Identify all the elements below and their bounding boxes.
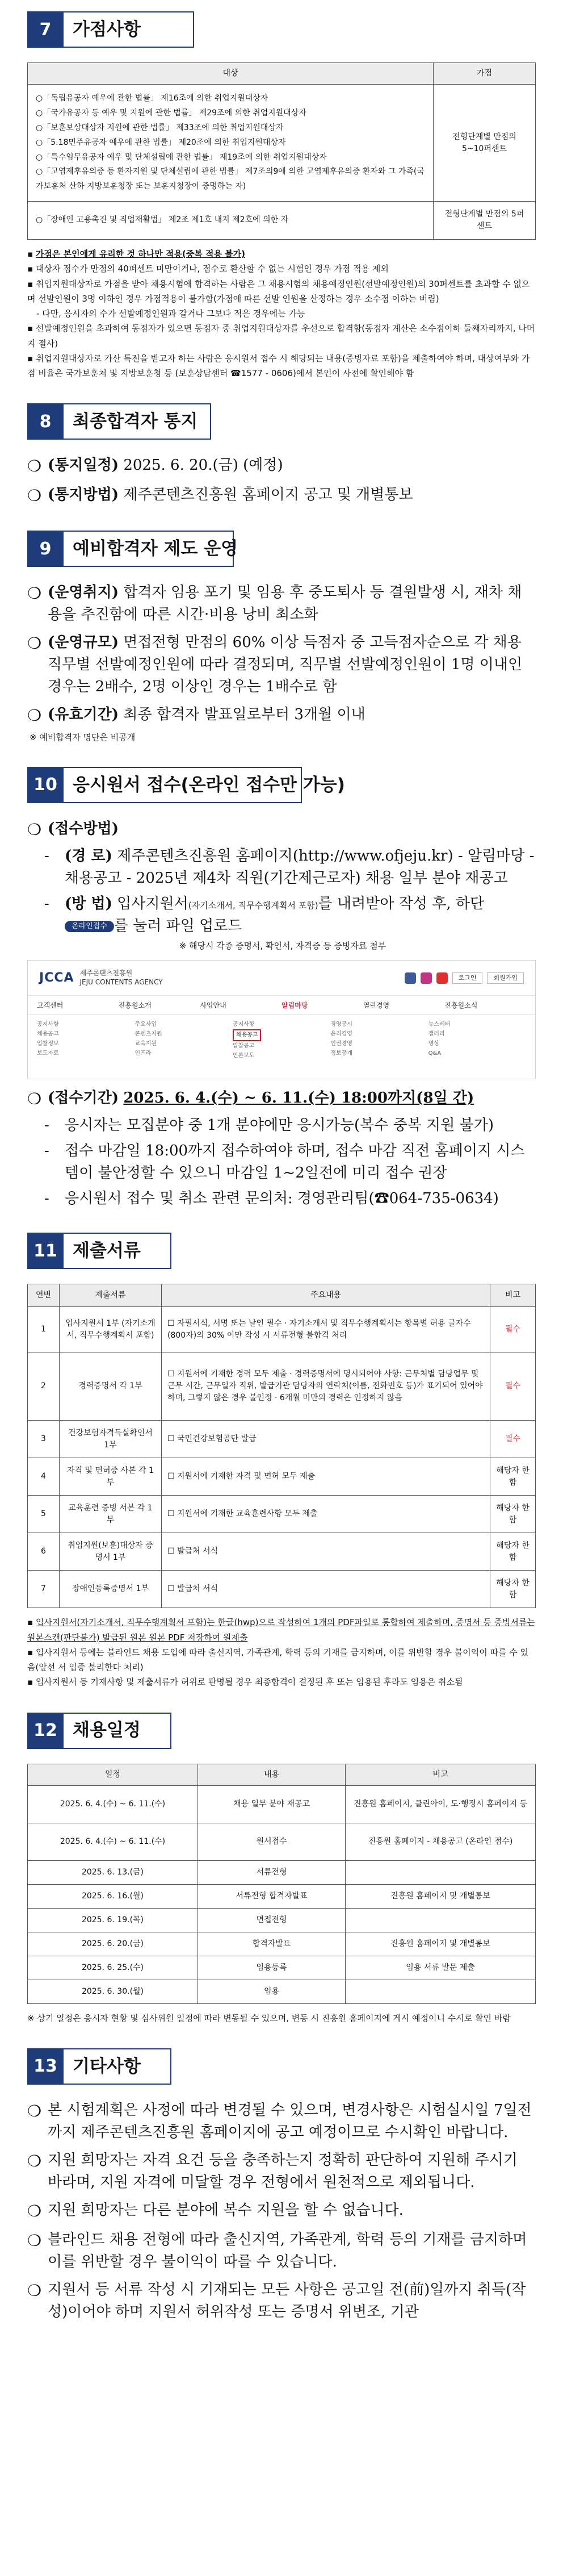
- website-screenshot: [27, 960, 536, 1079]
- page: [0, 11, 563, 2344]
- cell-item: 서류전형 합격자발표: [198, 1884, 346, 1908]
- cell-doc: 입사지원서 1부 (자기소개서, 직무수행계획서 포함): [60, 1307, 162, 1352]
- cell-desc: ☐ 지원서에 기재한 자격 및 면허 모두 제출: [162, 1458, 490, 1496]
- submenu-item[interactable]: 인권경영: [330, 1041, 352, 1047]
- cell-date: 2025. 6. 4.(수) ~ 6. 11.(수): [28, 1823, 198, 1860]
- note-item: ▪ 가점은 본인에게 유리한 것 하나만 적용(중복 적용 불가): [27, 249, 245, 260]
- bullet-item: ❍ (운영취지) 합격자 임용 포기 및 임용 후 중도퇴사 등 결원발생 시, 재차 채용을 추진함에 따른 시간·비용 낭비 최소화: [27, 584, 522, 624]
- cell-note: [346, 1980, 536, 2003]
- table-row: [28, 1496, 536, 1533]
- documents-table: [27, 1284, 536, 1608]
- list-item: ○「특수임무유공자 예우 및 단체설립에 관한 법률」 제19조에 의한 취업지원대상자: [36, 152, 327, 162]
- cell-doc: 경력증명서 각 1부: [60, 1352, 162, 1421]
- cell-note: 해당자 한함: [490, 1533, 536, 1571]
- site-logo: JCCA 제주콘텐츠진흥원 JEJU CONTENTS AGENCY: [39, 969, 163, 986]
- submenu: [28, 1015, 535, 1065]
- cell-item: 합격자발표: [198, 1932, 346, 1956]
- bullet-item: ❍ (유효기간) 최종 합격자 발표일로부터 3개월 이내: [27, 706, 365, 725]
- cell-date: 2025. 6. 16.(월): [28, 1884, 198, 1908]
- cell-doc: 교육훈련 증빙 서본 각 1부: [60, 1496, 162, 1533]
- section-title: 응시원서 접수(온라인 접수만 가능): [64, 767, 302, 803]
- cell-item: 임용: [198, 1980, 346, 2003]
- menu-item-active[interactable]: 알림마당: [282, 1001, 308, 1009]
- bullet-item: ❍ (운영규모) 면접전형 만점의 60% 이상 득점자 중 고득점자순으로 각 채용직무별 선발예정인원에 따라 결정되며, 직무별 선발예정인원이 1명 이내인 경우는 2배수, 2명 이상인 경우는 1배수로 함: [27, 634, 523, 696]
- table-row: [28, 1785, 536, 1823]
- table-row: [28, 1352, 536, 1421]
- note-item: ▪ 입사지원서(자기소개서, 직무수행계획서 포함)는 한글(hwp)으로 작성하여 1개의 PDF파일로 통합하여 제출하며, 증명서 등 증빙서류는 원본스캔(판단불가) 발급된 원본 원본 PDF 저장하여 원제출: [27, 1617, 535, 1643]
- cell-no: 7: [28, 1571, 60, 1608]
- section-number: 10: [27, 767, 64, 803]
- submenu-item[interactable]: 채용공고: [37, 1031, 59, 1038]
- list-item: ○「보훈보상대상자 지원에 관한 법률」 제33조에 의한 취업지원대상자: [36, 123, 284, 132]
- section-title: 채용일정: [64, 1713, 171, 1749]
- cell-no: 3: [28, 1421, 60, 1458]
- cell-no: 6: [28, 1533, 60, 1571]
- submenu-item[interactable]: 입찰공고: [232, 1043, 255, 1050]
- cell-item: 원서접수: [198, 1823, 346, 1860]
- table-row: [28, 1533, 536, 1571]
- table-row: [28, 1932, 536, 1956]
- bullet-item: ❍ 지원서 등 서류 작성 시 기재되는 모든 사항은 공고일 전(前)일까지 취득(작성)이어야 하며 지원서 허위작성 또는 증명서 위변조, 기관: [27, 2281, 526, 2320]
- period-sub: - 응시원서 접수 및 취소 관련 문의처: 경영관리팀(☎064-735-0634): [44, 1190, 499, 1208]
- cell-no: 2: [28, 1352, 60, 1421]
- submenu-item[interactable]: 보도자료: [37, 1050, 59, 1057]
- th-points: 가점: [434, 63, 536, 85]
- cell-item: 면접전형: [198, 1908, 346, 1932]
- submenu-item[interactable]: 인프라: [135, 1050, 152, 1057]
- cell-desc: ☐ 지원서에 기재한 경력 모두 제출 · 경력증명서에 명시되어야 사항: 근무처별 담당업무 및 근무 시간, 근무일자 직위, 발급기관 담당자의 연락처(이름, 전화번호 등)가 표기되어 있어야 하며, 그렇지 않은 경우 불인정 · 6개월 미만의 경력은 인정하지 않음: [162, 1352, 490, 1421]
- table-row: [28, 1956, 536, 1980]
- cell-note: 해당자 한함: [490, 1571, 536, 1608]
- cell-doc: 건강보험자격득실확인서 1부: [60, 1421, 162, 1458]
- table-row: [28, 202, 536, 240]
- table-row: [28, 1307, 536, 1352]
- facebook-icon[interactable]: [405, 972, 416, 984]
- section-title: 기타사항: [64, 2048, 171, 2085]
- submenu-item[interactable]: 언론보도: [232, 1053, 255, 1059]
- th-desc: 주요내용: [162, 1284, 490, 1307]
- cell-date: 2025. 6. 20.(금): [28, 1932, 198, 1956]
- cell-date: 2025. 6. 30.(월): [28, 1980, 198, 2003]
- reserve-note: ※ 예비합격자 명단은 비공개: [30, 732, 136, 743]
- th-note: 비고: [346, 1764, 536, 1785]
- submenu-item[interactable]: Q&A: [428, 1050, 442, 1057]
- note-item: - 다만, 응시자의 수가 선발예정인원과 같거나 그보다 적은 경우에는 가능: [36, 308, 305, 319]
- submenu-item[interactable]: 공지사항: [37, 1021, 59, 1028]
- cell-desc: ☐ 자필서식, 서명 또는 날인 필수 · 자기소개서 및 직무수행계획서는 항목별 허용 글자수(800자)의 30% 이만 작성 시 서류전형 불합격 처리: [162, 1307, 490, 1352]
- site-menu: [28, 996, 535, 1015]
- bullet-item: ❍ (통지일정) 2025. 6. 20.(금) (예정): [27, 457, 283, 476]
- submenu-item[interactable]: 뉴스레터: [428, 1021, 451, 1028]
- section-title: 최종합격자 통지: [64, 403, 211, 440]
- cell-no: 5: [28, 1496, 60, 1533]
- th-doc: 제출서류: [60, 1284, 162, 1307]
- bullet-item: ❍ 지원 희망자는 다른 분야에 복수 지원을 할 수 없습니다.: [27, 2201, 404, 2220]
- section-12-header: [27, 1713, 536, 1749]
- menu-item[interactable]: 사업안내: [200, 1001, 226, 1009]
- cell-doc: 취업지원(보훈)대상자 증명서 1부: [60, 1533, 162, 1571]
- signup-button[interactable]: 회원가입: [487, 972, 524, 984]
- submenu-item[interactable]: 주요사업: [135, 1021, 157, 1028]
- section-13-header: [27, 2048, 536, 2085]
- cell-date: 2025. 6. 19.(목): [28, 1908, 198, 1932]
- section-number: 11: [27, 1233, 64, 1269]
- schedule-table: [27, 1764, 536, 2004]
- list-item: ○「독립유공자 예우에 관한 법률」 제16조에 의한 취업지원대상자: [36, 94, 268, 103]
- bullet-item: ❍ 지원 희망자는 자격 요건 등을 충족하는지 정확히 판단하여 지원해 주시기 바라며, 지원 자격에 미달할 경우 전형에서 원천적으로 제외됩니다.: [27, 2151, 518, 2191]
- submenu-item[interactable]: 입찰정보: [37, 1041, 59, 1047]
- submenu-item[interactable]: 교육지원: [135, 1041, 157, 1047]
- section-title: 제출서류: [64, 1233, 171, 1269]
- cell-no: 1: [28, 1307, 60, 1352]
- target-cell: [28, 85, 434, 202]
- section-number: 7: [27, 11, 64, 48]
- cell-note: 진흥원 홈페이지 및 개별통보: [346, 1932, 536, 1956]
- section-9-header: [27, 531, 536, 567]
- youtube-icon[interactable]: [436, 972, 448, 984]
- th-target: 대상: [28, 63, 434, 85]
- section-10-header: [27, 767, 536, 803]
- target-cell: [28, 202, 434, 240]
- cell-item: 임용등록: [198, 1956, 346, 1980]
- submenu-item[interactable]: 영상: [428, 1041, 439, 1047]
- bullet-item: ❍ 본 시험계획은 사정에 따라 변경될 수 있으며, 변경사항은 시험실시일 7일전까지 제주콘텐츠진흥원 홈페이지에 공고 예정이므로 수시확인 바랍니다.: [27, 2101, 532, 2141]
- note-item: ▪ 대상자 점수가 만점의 40퍼센트 미만이거나, 점수로 환산할 수 없는 시험인 경우 가점 적용 제외: [27, 264, 389, 274]
- cell-note: 해당자 한함: [490, 1496, 536, 1533]
- list-item: ○「국가유공자 등 예우 및 지원에 관한 법률」 제29조에 의한 취업지원대상자: [36, 108, 306, 118]
- section-number: 13: [27, 2048, 64, 2085]
- table-row: [28, 1908, 536, 1932]
- cell-item: 채용 일부 분야 재공고: [198, 1785, 346, 1823]
- recruit-link-highlight[interactable]: 채용공고: [233, 1029, 262, 1041]
- table-row: [28, 1823, 536, 1860]
- cell-doc: 자격 및 면허증 사본 각 1부: [60, 1458, 162, 1496]
- bullet-item: ❍ (통지방법) 제주콘텐츠진흥원 홈페이지 공고 및 개별통보: [27, 486, 413, 506]
- menu-item[interactable]: 진흥원소개: [118, 1001, 152, 1009]
- cell-item: 서류전형: [198, 1860, 346, 1884]
- instagram-icon[interactable]: [421, 972, 432, 984]
- section-11-header: [27, 1233, 536, 1269]
- cell-note: 진흥원 홈페이지 - 채용공고 (온라인 접수): [346, 1823, 536, 1860]
- section-number: 12: [27, 1713, 64, 1749]
- cell-desc: ☐ 발급처 서식: [162, 1533, 490, 1571]
- method-how: - (방 법) 입사지원서(자기소개서, 직무수행계획서 포함)를 내려받아 작성 후, 하단 온라인접수 를 눌러 파일 업로드: [44, 895, 485, 934]
- table-row: [28, 85, 536, 202]
- method-route: - (경 로) 제주콘텐츠진흥원 홈페이지(http://www.ofjeju.kr) - 알림마당 - 채용공고 - 2025년 제4차 직원(기간제근로자) 채용 일부 분야 재공고: [44, 847, 535, 887]
- cell-note: 필수: [490, 1421, 536, 1458]
- cell-note: 임용 서류 발문 제출: [346, 1956, 536, 1980]
- cell-no: 4: [28, 1458, 60, 1496]
- menu-item[interactable]: 고객센터: [37, 1001, 64, 1009]
- cell-note: 필수: [490, 1352, 536, 1421]
- section-title: 예비합격자 제도 운영: [64, 531, 234, 567]
- cell-date: 2025. 6. 25.(수): [28, 1956, 198, 1980]
- points-cell: 전형단계별 만점의 5퍼센트: [434, 202, 536, 240]
- table-row: [28, 1421, 536, 1458]
- method-note: ※ 해당시 각종 증명서, 확인서, 자격증 등 증빙자료 첨부: [179, 940, 386, 951]
- points-cell: 전형단계별 만점의 5~10퍼센트: [434, 85, 536, 202]
- submenu-item[interactable]: 경영공시: [330, 1021, 352, 1028]
- table-row: [28, 1884, 536, 1908]
- th-no: 연번: [28, 1284, 60, 1307]
- cell-note: [346, 1860, 536, 1884]
- menu-item[interactable]: 열린경영: [363, 1001, 390, 1009]
- note-item: ▪ 선발예정인원을 초과하여 동점자가 있으면 동점자 중 취업지원대상자를 우선으로 합격함(동점자 계산은 소수점이하 둘째자리까지, 나머지 절사): [27, 323, 535, 349]
- cell-doc: 장애인등록증명서 1부: [60, 1571, 162, 1608]
- section-7-header: [27, 11, 536, 48]
- online-apply-button[interactable]: 온라인접수: [65, 921, 114, 932]
- note-item: ▪ 취업지원대상자로 가점을 받아 채용시험에 합격하는 사람은 그 채용시험의 채용예정인원(선발예정인원)의 30퍼센트를 초과할 수 없으며 선발인원이 3명 이하인 경우 가점적용이 불가함(가점에 따른 선발 인원을 산정하는 경우 소수점 이하는 버림): [27, 278, 530, 304]
- cell-desc: ☐ 발급처 서식: [162, 1571, 490, 1608]
- cell-date: 2025. 6. 13.(금): [28, 1860, 198, 1884]
- schedule-note: ※ 상기 일정은 응시자 현황 및 심사위원 일정에 따라 변동될 수 있으며, 변동 시 진흥원 홈페이지에 게시 예정이니 수시로 확인 바람: [27, 2013, 511, 2023]
- cell-note: 필수: [490, 1307, 536, 1352]
- table-row: [28, 1860, 536, 1884]
- documents-notes: [27, 1615, 536, 1689]
- table-row: [28, 1571, 536, 1608]
- note-item: ▪ 취업지원대상자로 가산 특전을 받고자 하는 사람은 응시원서 접수 시 해당되는 내용(증빙자료 포함)을 제출하여야 하며, 대상여부와 가점 비율은 국가보훈처 및 지방보훈청 등 (보훈상담센터 ☎1577 - 0606)에서 본인이 사전에 확인해야 함: [27, 353, 530, 379]
- submenu-item[interactable]: 갤러리: [428, 1031, 445, 1038]
- cell-note: 진흥원 홈페이지 및 개별통보: [346, 1884, 536, 1908]
- th-item: 내용: [198, 1764, 346, 1785]
- period-sub: - 접수 마감일 18:00까지 접수하여야 하며, 접수 마감 직전 홈페이지 시스템이 불안정할 수 있으니 마감일 1~2일전에 미리 접수 권장: [44, 1142, 525, 1182]
- list-item: ○「장애인 고용촉진 및 직업재활법」 제2조 제1호 내지 제2호에 의한 자: [36, 215, 289, 225]
- note-item: ▪ 입사지원서 등 기재사항 및 제출서류가 허위로 판명될 경우 최종합격이 결정된 후 또는 임용된 후라도 임용은 취소됨: [27, 1677, 463, 1688]
- submenu-item[interactable]: 정보공개: [330, 1050, 352, 1057]
- table-row: [28, 1458, 536, 1496]
- note-item: ▪ 입사지원서 등에는 블라인드 채용 도입에 따라 출신지역, 가족관계, 학력 등의 기재를 금지하며, 이를 위반할 경우 불이익이 따를 수 있음(앞선 서 입증 불리한다 처리): [27, 1647, 529, 1673]
- cell-desc: ☐ 국민건강보험공단 발급: [162, 1421, 490, 1458]
- cell-note: 해당자 한함: [490, 1458, 536, 1496]
- bullet-item: ❍ 블라인드 채용 전형에 따라 출신지역, 가족관계, 학력 등의 기재를 금지하며 이를 위반할 경우 불이익이 따를 수 있습니다.: [27, 2231, 527, 2270]
- list-item: ○「5.18민주유공자 예우에 관한 법률」 제20조에 의한 취업지원대상자: [36, 137, 286, 147]
- th-note: 비고: [490, 1284, 536, 1307]
- login-button[interactable]: 로그인: [452, 972, 483, 984]
- submenu-item[interactable]: 윤리경영: [330, 1031, 352, 1038]
- cell-date: 2025. 6. 4.(수) ~ 6. 11.(수): [28, 1785, 198, 1823]
- cell-note: [346, 1908, 536, 1932]
- section-8-header: [27, 403, 536, 440]
- period-sub: - 응시자는 모집분야 중 1개 분야에만 응시가능(복수 중복 지원 불가): [44, 1117, 494, 1134]
- table-row: [28, 1980, 536, 2003]
- submenu-item[interactable]: 콘텐츠지원: [135, 1031, 162, 1038]
- section-number: 9: [27, 531, 64, 567]
- section-title: 가점사항: [64, 11, 194, 48]
- th-date: 일정: [28, 1764, 198, 1785]
- bonus-points-table: [27, 62, 536, 240]
- bullet-item: ❍ (접수방법): [27, 820, 119, 839]
- bullet-item: ❍ (접수기간) 2025. 6. 4.(수) ~ 6. 11.(수) 18:00까지(8일 간): [27, 1089, 474, 1109]
- section-number: 8: [27, 403, 64, 440]
- bonus-notes: [27, 247, 536, 381]
- submenu-item[interactable]: 공지사항: [232, 1021, 255, 1028]
- cell-note: 진흥원 홈페이지, 클린아이, 도·행정시 홈페이지 등: [346, 1785, 536, 1823]
- cell-desc: ☐ 지원서에 기재한 교육훈련사항 모두 제출: [162, 1496, 490, 1533]
- list-item: ○「고엽제후유의증 등 환자지원 및 단체설립에 관한 법률」 제7조의9에 의한 고엽제후유의증 환자와 그 가족(국가보훈처 산하 지방보훈청장 또는 보훈지청장이 증명하는 자): [36, 167, 425, 191]
- menu-item[interactable]: 진흥원소식: [444, 1001, 478, 1009]
